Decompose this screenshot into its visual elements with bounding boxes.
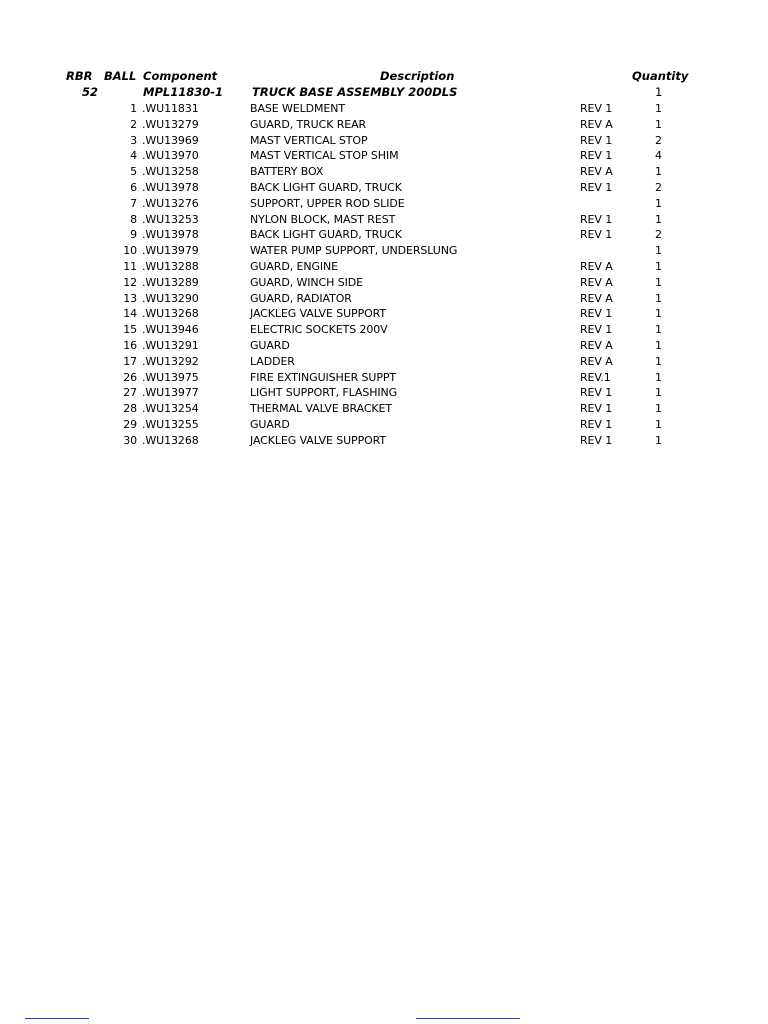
component-code: .WU13969: [142, 133, 199, 147]
component-code: .WU13288: [142, 259, 199, 273]
component-code: .WU13977: [142, 386, 199, 400]
revision: REV 1: [580, 228, 613, 242]
item-number: 13: [123, 291, 137, 305]
revision: REV A: [580, 338, 613, 352]
quantity: 1: [655, 196, 662, 210]
item-number: 4: [130, 149, 137, 163]
quantity: 1: [655, 402, 662, 416]
quantity: 1: [655, 212, 662, 226]
table-row: [0, 401, 768, 417]
table-row: [0, 306, 768, 322]
item-number: 17: [123, 354, 137, 368]
table-row: [0, 164, 768, 180]
footer-link-right[interactable]: [416, 1018, 520, 1019]
item-number: 14: [123, 307, 137, 321]
quantity: 1: [655, 386, 662, 400]
revision: REV 1: [580, 212, 613, 226]
quantity: 1: [655, 354, 662, 368]
assembly-row: [0, 85, 768, 101]
component-code: .WU13292: [142, 354, 199, 368]
revision: REV A: [580, 117, 613, 131]
table-row: [0, 227, 768, 243]
component-code: .WU13946: [142, 323, 199, 337]
table-row: [0, 433, 768, 449]
component-code: .WU13255: [142, 417, 199, 431]
table-row: [0, 196, 768, 212]
revision: REV A: [580, 259, 613, 273]
revision: REV 1: [580, 102, 613, 115]
part-description: NYLON BLOCK, MAST REST: [250, 212, 396, 226]
table-row: [0, 291, 768, 307]
quantity: 1: [655, 323, 662, 337]
header-quantity: Quantity: [632, 69, 689, 83]
part-description: JACKLEG VALVE SUPPORT: [250, 307, 387, 321]
revision: REV 1: [580, 323, 613, 337]
table-row: [0, 212, 768, 228]
revision: REV 1: [580, 417, 613, 431]
component-code: .WU13979: [142, 244, 199, 258]
item-number: 3: [130, 133, 137, 147]
quantity: 1: [655, 117, 662, 131]
component-code: .WU13268: [142, 307, 199, 321]
table-row: [0, 259, 768, 275]
quantity: 1: [655, 291, 662, 305]
parts-table: [0, 101, 768, 449]
revision: REV A: [580, 275, 613, 289]
item-number: 9: [130, 228, 137, 242]
quantity: 2: [655, 228, 662, 242]
component-code: .WU13258: [142, 165, 199, 179]
component-code: .WU13268: [142, 433, 199, 447]
item-number: 28: [123, 402, 137, 416]
component-code: .WU13279: [142, 117, 199, 131]
quantity: 2: [655, 133, 662, 147]
header-ball: BALL: [104, 69, 137, 83]
item-number: 27: [123, 386, 137, 400]
revision: REV A: [580, 165, 613, 179]
quantity: 1: [655, 244, 662, 258]
item-number: 5: [130, 165, 137, 179]
part-description: FIRE EXTINGUISHER SUPPT: [250, 370, 397, 384]
component-code: .WU13290: [142, 291, 199, 305]
part-description: BATTERY BOX: [250, 165, 324, 179]
part-description: LIGHT SUPPORT, FLASHING: [250, 386, 398, 400]
component-code: .WU13254: [142, 402, 199, 416]
table-row: [0, 117, 768, 133]
assembly-rbr: 52: [82, 85, 99, 99]
item-number: 10: [123, 244, 137, 258]
quantity: 1: [655, 165, 662, 179]
quantity: 1: [655, 433, 662, 447]
quantity: 1: [655, 259, 662, 273]
table-row: [0, 180, 768, 196]
item-number: 11: [123, 259, 137, 273]
revision: REV 1: [580, 133, 613, 147]
item-number: 12: [123, 275, 137, 289]
quantity: 1: [655, 370, 662, 384]
part-description: THERMAL VALVE BRACKET: [250, 402, 393, 416]
assembly-quantity: 1: [655, 85, 663, 99]
item-number: 6: [130, 180, 137, 194]
table-row: [0, 133, 768, 149]
table-row: [0, 338, 768, 354]
part-description: WATER PUMP SUPPORT, UNDERSLUNG: [250, 244, 458, 258]
item-number: 29: [123, 417, 137, 431]
component-code: .WU13978: [142, 180, 199, 194]
revision: REV 1: [580, 180, 613, 194]
revision: REV 1: [580, 433, 613, 447]
part-description: ELECTRIC SOCKETS 200V: [250, 323, 388, 337]
item-number: 8: [130, 212, 137, 226]
header-description: Description: [380, 69, 455, 83]
component-code: .WU13970: [142, 149, 199, 163]
revision: REV 1: [580, 307, 613, 321]
part-description: GUARD, ENGINE: [250, 259, 339, 273]
table-row: [0, 322, 768, 338]
table-row: [0, 370, 768, 386]
item-number: 15: [123, 323, 137, 337]
header-rbr: RBR: [66, 69, 93, 83]
assembly-component: MPL11830-1: [143, 85, 223, 99]
table-row: [0, 148, 768, 164]
part-description: BACK LIGHT GUARD, TRUCK: [250, 228, 402, 242]
part-description: JACKLEG VALVE SUPPORT: [250, 433, 387, 447]
part-description: GUARD, TRUCK REAR: [250, 117, 367, 131]
table-row: [0, 385, 768, 401]
component-code: .WU13289: [142, 275, 199, 289]
table-row: [0, 417, 768, 433]
component-code: .WU13978: [142, 228, 199, 242]
part-description: BACK LIGHT GUARD, TRUCK: [250, 180, 402, 194]
part-description: GUARD, WINCH SIDE: [250, 275, 363, 289]
revision: REV 1: [580, 149, 613, 163]
footer-link-left[interactable]: [25, 1018, 89, 1019]
part-description: BASE WELDMENT: [250, 102, 346, 115]
assembly-description: TRUCK BASE ASSEMBLY 200DLS: [252, 85, 458, 99]
part-description: LADDER: [250, 354, 295, 368]
quantity: 1: [655, 275, 662, 289]
component-code: .WU13975: [142, 370, 199, 384]
part-description: GUARD, RADIATOR: [250, 291, 352, 305]
item-number: 26: [123, 370, 137, 384]
component-code: .WU11831: [142, 102, 199, 115]
table-row: [0, 101, 768, 117]
revision: REV A: [580, 291, 613, 305]
table-row: [0, 275, 768, 291]
component-code: .WU13253: [142, 212, 199, 226]
revision: REV A: [580, 354, 613, 368]
header-component: Component: [143, 69, 218, 83]
component-code: .WU13276: [142, 196, 199, 210]
part-description: MAST VERTICAL STOP: [250, 133, 368, 147]
revision: REV.1: [580, 370, 611, 384]
revision: REV 1: [580, 386, 613, 400]
item-number: 16: [123, 338, 137, 352]
quantity: 1: [655, 417, 662, 431]
part-description: MAST VERTICAL STOP SHIM: [250, 149, 399, 163]
quantity: 1: [655, 102, 662, 115]
revision: REV 1: [580, 402, 613, 416]
part-description: GUARD: [250, 338, 290, 352]
item-number: 2: [130, 117, 137, 131]
item-number: 7: [130, 196, 137, 210]
quantity: 4: [655, 149, 662, 163]
quantity: 2: [655, 180, 662, 194]
table-row: [0, 243, 768, 259]
quantity: 1: [655, 307, 662, 321]
quantity: 1: [655, 338, 662, 352]
item-number: 1: [130, 102, 137, 115]
component-code: .WU13291: [142, 338, 199, 352]
item-number: 30: [123, 433, 137, 447]
part-description: GUARD: [250, 417, 290, 431]
part-description: SUPPORT, UPPER ROD SLIDE: [250, 196, 405, 210]
table-row: [0, 354, 768, 370]
